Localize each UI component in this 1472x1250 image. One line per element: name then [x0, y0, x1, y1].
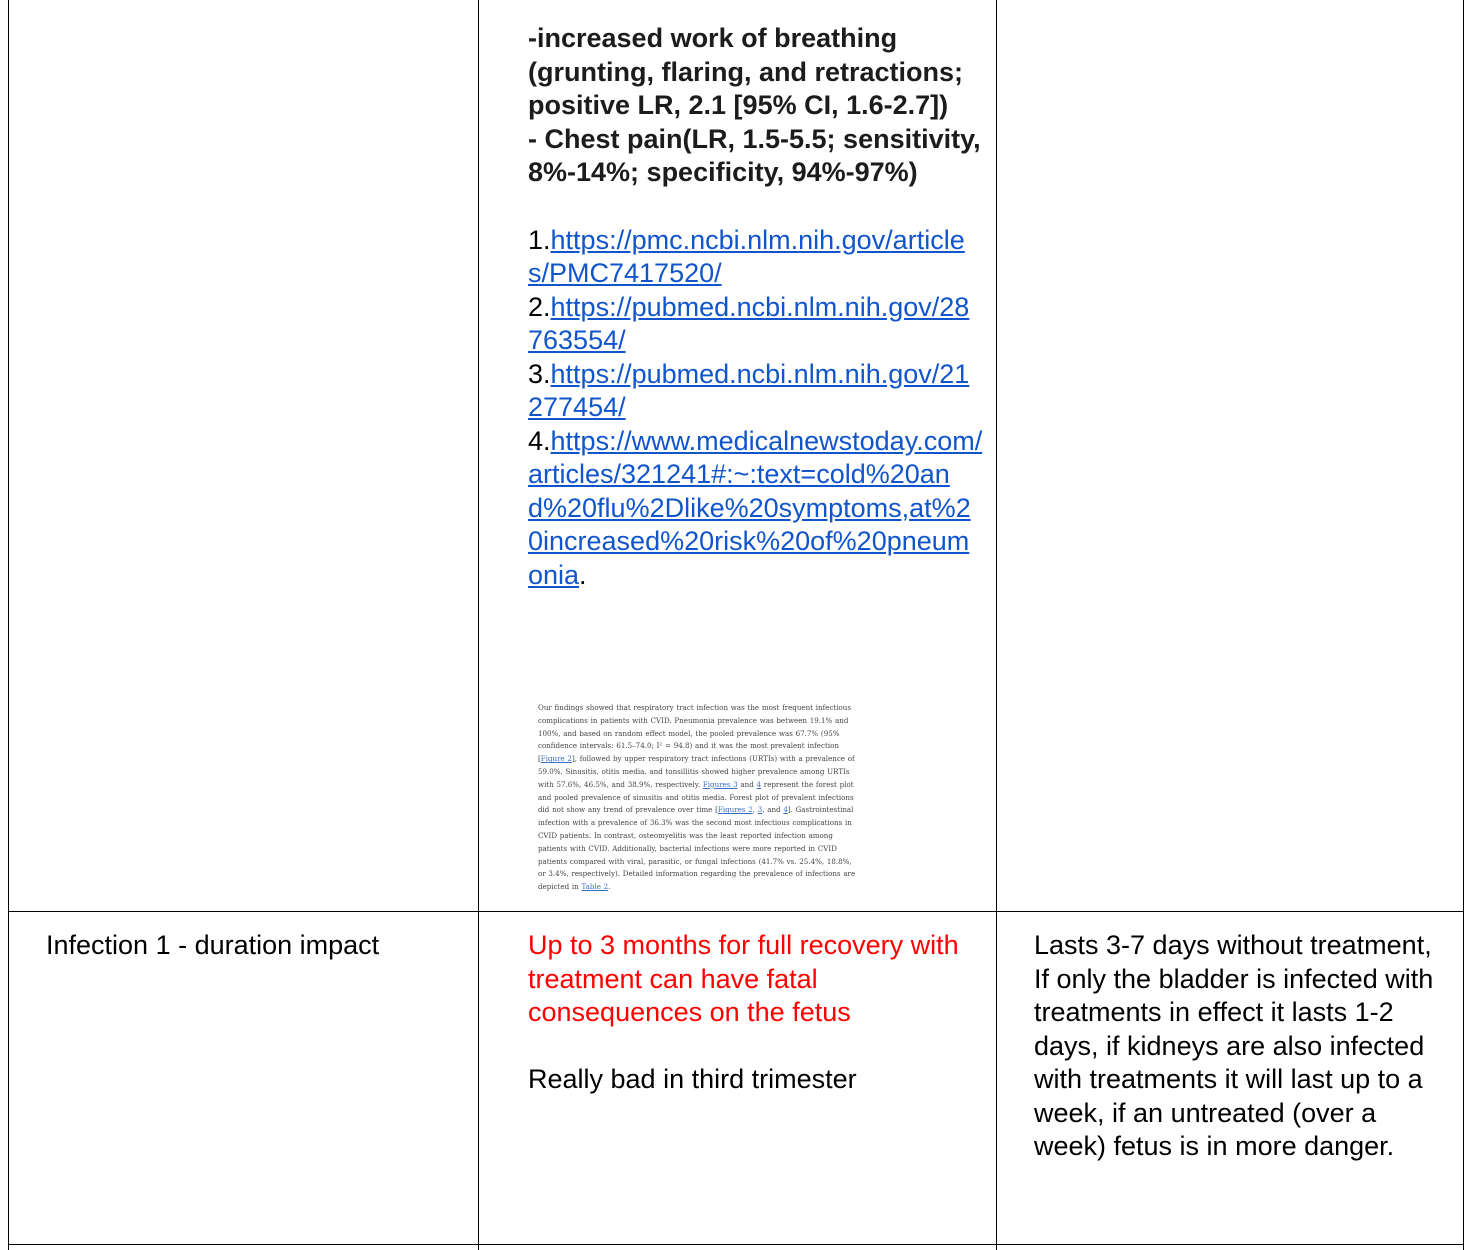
row-divider — [8, 911, 1464, 912]
reference-item: 3.https://pubmed.ncbi.nlm.nih.gov/21277454/ — [528, 358, 970, 422]
chest-pain-label: - Chest pain — [528, 123, 683, 154]
column-divider-2 — [996, 0, 997, 1250]
reference-item: 1.https://pmc.ncbi.nlm.nih.gov/articles/PMC7417520/ — [528, 224, 965, 288]
reference-link[interactable]: https://pubmed.ncbi.nlm.nih.gov/28763554/ — [528, 291, 970, 355]
row2-label-cell: Infection 1 - duration impact — [46, 930, 380, 960]
article-excerpt-image — [538, 702, 856, 892]
column-divider-1 — [478, 0, 479, 1250]
reference-item: 2.https://pubmed.ncbi.nlm.nih.gov/28763554/ — [528, 291, 970, 355]
recovery-warning: Up to 3 months for full recovery with treatment can have fatal consequences on the fetus — [528, 930, 959, 1027]
trimester-note: Really bad in third trimester — [528, 1064, 857, 1094]
row1-middle-cell — [528, 22, 984, 592]
chest-pain-stats: (LR, 1.5-5.5; sensitivity, 8%-14%; specificity, 94%-97%) — [528, 123, 981, 187]
chest-pain-finding — [528, 123, 984, 190]
table-border-right — [1463, 0, 1464, 1250]
reference-link[interactable]: https://pubmed.ncbi.nlm.nih.gov/21277454/ — [528, 358, 970, 422]
article-excerpt-text: Our findings showed that respiratory tract infection was the most frequent infectious complications in patients with CVID. Pneumonia prevalence was between 19.1% and 100%, and based on random effect model, the pooled prevalence was 67.7% (95% confidence intervals: 61.5–74.0; I² = 94.8) and it was the most prevalent infection [Figure 2], followed by upper respiratory tract infections (URTIs) with a prevalence of 59.0%. Sinusitis, otitis media, and tonsillitis showed higher prevalence among URTIs with 57.6%, 46.5%, and 38.9%, respectively. Figures 3 and 4 represent the forest plot and pooled prevalence of sinusitis and otitis media. Forest plot of prevalent infections did not show any trend of prevalence over time [Figures 2, 3, and 4]. Gastrointestinal infection with a prevalence of 36.3% was the second most infectious complications in CVID patients. In contrast, osteomyelitis was the least reported infection among patients with CVID. Additionally, bacterial infections were more reported in CVID patients compared with viral, parasitic, or fungal infections (41.7% vs. 25.4%, 18.8%, or 3.4%, respectively). Detailed information regarding the prevalence of infections are depicted in Table 2. — [538, 703, 856, 892]
breathing-finding: -increased work of breathing (grunting, flaring, and retractions; positive LR, 2.1 [95% CI, 1.6-2.7]) — [528, 23, 964, 120]
row-divider-bottom — [8, 1244, 1464, 1245]
reference-link[interactable]: https://www.medicalnewstoday.com/articles/321241#:~:text=cold%20and%20flu%2Dlike%20symptoms,at%20increased%20risk%20of%20pneumonia — [528, 425, 983, 590]
row2-middle-cell — [528, 929, 968, 1097]
row2-right-cell: Lasts 3-7 days without treatment, If only the bladder is infected with treatments in effect it lasts 1-2 days, if kidneys are also infected with treatments it will last up to a week, if an untreated (over a week) fetus is in more danger. — [1034, 930, 1434, 1161]
table-border-left — [8, 0, 9, 1250]
reference-list — [528, 224, 984, 593]
reference-item: 4.https://www.medicalnewstoday.com/articles/321241#:~:text=cold%20and%20flu%2Dlike%20symptoms,at%20increased%20risk%20of%20pneumonia. — [528, 425, 983, 590]
reference-link[interactable]: https://pmc.ncbi.nlm.nih.gov/articles/PMC7417520/ — [528, 224, 965, 288]
